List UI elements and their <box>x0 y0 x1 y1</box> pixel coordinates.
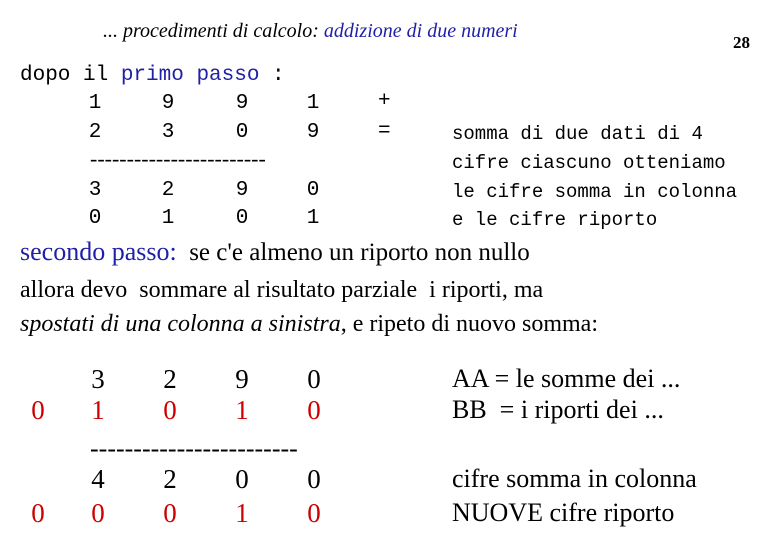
first-step-label-prefix: dopo il <box>20 64 121 87</box>
second-step-italic: spostati di una colonna a sinistra <box>20 311 341 337</box>
explanation-line: le cifre somma in colonna <box>452 181 738 203</box>
first-step-label-suffix: : <box>259 64 285 87</box>
addend2-digit: 2 <box>88 121 102 144</box>
shifted-carry-digit: 1 <box>91 395 105 425</box>
explanation-line: somma di due dati di 4 <box>452 123 703 145</box>
sum-digit: 0 <box>306 179 320 202</box>
sum-digit: 2 <box>161 179 175 202</box>
addend1-digit: 1 <box>88 92 102 115</box>
addend1-digit: 9 <box>235 92 249 115</box>
addend1-digit: 9 <box>161 92 175 115</box>
result-digit: 0 <box>235 464 249 494</box>
partial-sum-digit: 0 <box>307 364 321 394</box>
result-digit: 0 <box>307 464 321 494</box>
result-digit: 2 <box>163 464 177 494</box>
sum-digit: 9 <box>235 179 249 202</box>
title-accent: addizione di due numeri <box>323 20 518 42</box>
carry-digit: 1 <box>306 207 320 230</box>
note-line: cifre somma in colonna <box>452 464 697 493</box>
carry-digit: 0 <box>235 207 249 230</box>
second-step-rule: ------------------------ <box>90 434 298 463</box>
new-carry-digit: 0 <box>31 498 45 528</box>
note-line: NUOVE cifre riporto <box>452 498 675 527</box>
addend2-digit: 9 <box>306 121 320 144</box>
explanation-line: cifre ciascuno otteniamo <box>452 152 726 174</box>
result-digit: 4 <box>91 464 105 494</box>
new-carry-digit: 1 <box>235 498 249 528</box>
partial-sum-digit: 9 <box>235 364 249 394</box>
partial-sum-digit: 2 <box>163 364 177 394</box>
second-step-line <box>20 311 598 338</box>
new-carry-digit: 0 <box>91 498 105 528</box>
note-line: AA = le somme dei ... <box>452 364 681 393</box>
slide-title <box>103 20 518 43</box>
second-step-condition: se c'e almeno un riporto non nullo <box>176 239 530 266</box>
first-step-label <box>20 64 285 87</box>
explanation-line: e le cifre riporto <box>452 209 658 231</box>
shifted-carry-digit: 0 <box>307 395 321 425</box>
addend2-digit: 0 <box>235 121 249 144</box>
first-step-rule: ------------------------ <box>90 146 266 171</box>
page-number: 28 <box>733 33 750 52</box>
shifted-carry-digit: 0 <box>163 395 177 425</box>
carry-digit: 0 <box>88 207 102 230</box>
second-step-heading <box>20 237 530 267</box>
title-prefix: ... procedimenti di calcolo: <box>103 20 324 42</box>
new-carry-digit: 0 <box>163 498 177 528</box>
plus-sign: + <box>378 90 391 113</box>
shifted-carry-digit: 0 <box>31 395 45 425</box>
equals-sign: = <box>378 120 391 143</box>
shifted-carry-digit: 1 <box>235 395 249 425</box>
carry-digit: 1 <box>161 207 175 230</box>
addend2-digit: 3 <box>161 121 175 144</box>
second-step-line: allora devo sommare al risultato parziale i riporti, ma <box>20 277 544 303</box>
second-step-label: secondo passo: <box>20 237 177 266</box>
sum-digit: 3 <box>88 179 102 202</box>
addend1-digit: 1 <box>306 92 320 115</box>
partial-sum-digit: 3 <box>91 364 105 394</box>
note-line: BB = i riporti dei ... <box>452 395 664 424</box>
first-step-label-accent: primo passo <box>120 64 260 87</box>
second-step-line-rest: , e ripeto di nuovo somma: <box>340 311 598 337</box>
new-carry-digit: 0 <box>307 498 321 528</box>
